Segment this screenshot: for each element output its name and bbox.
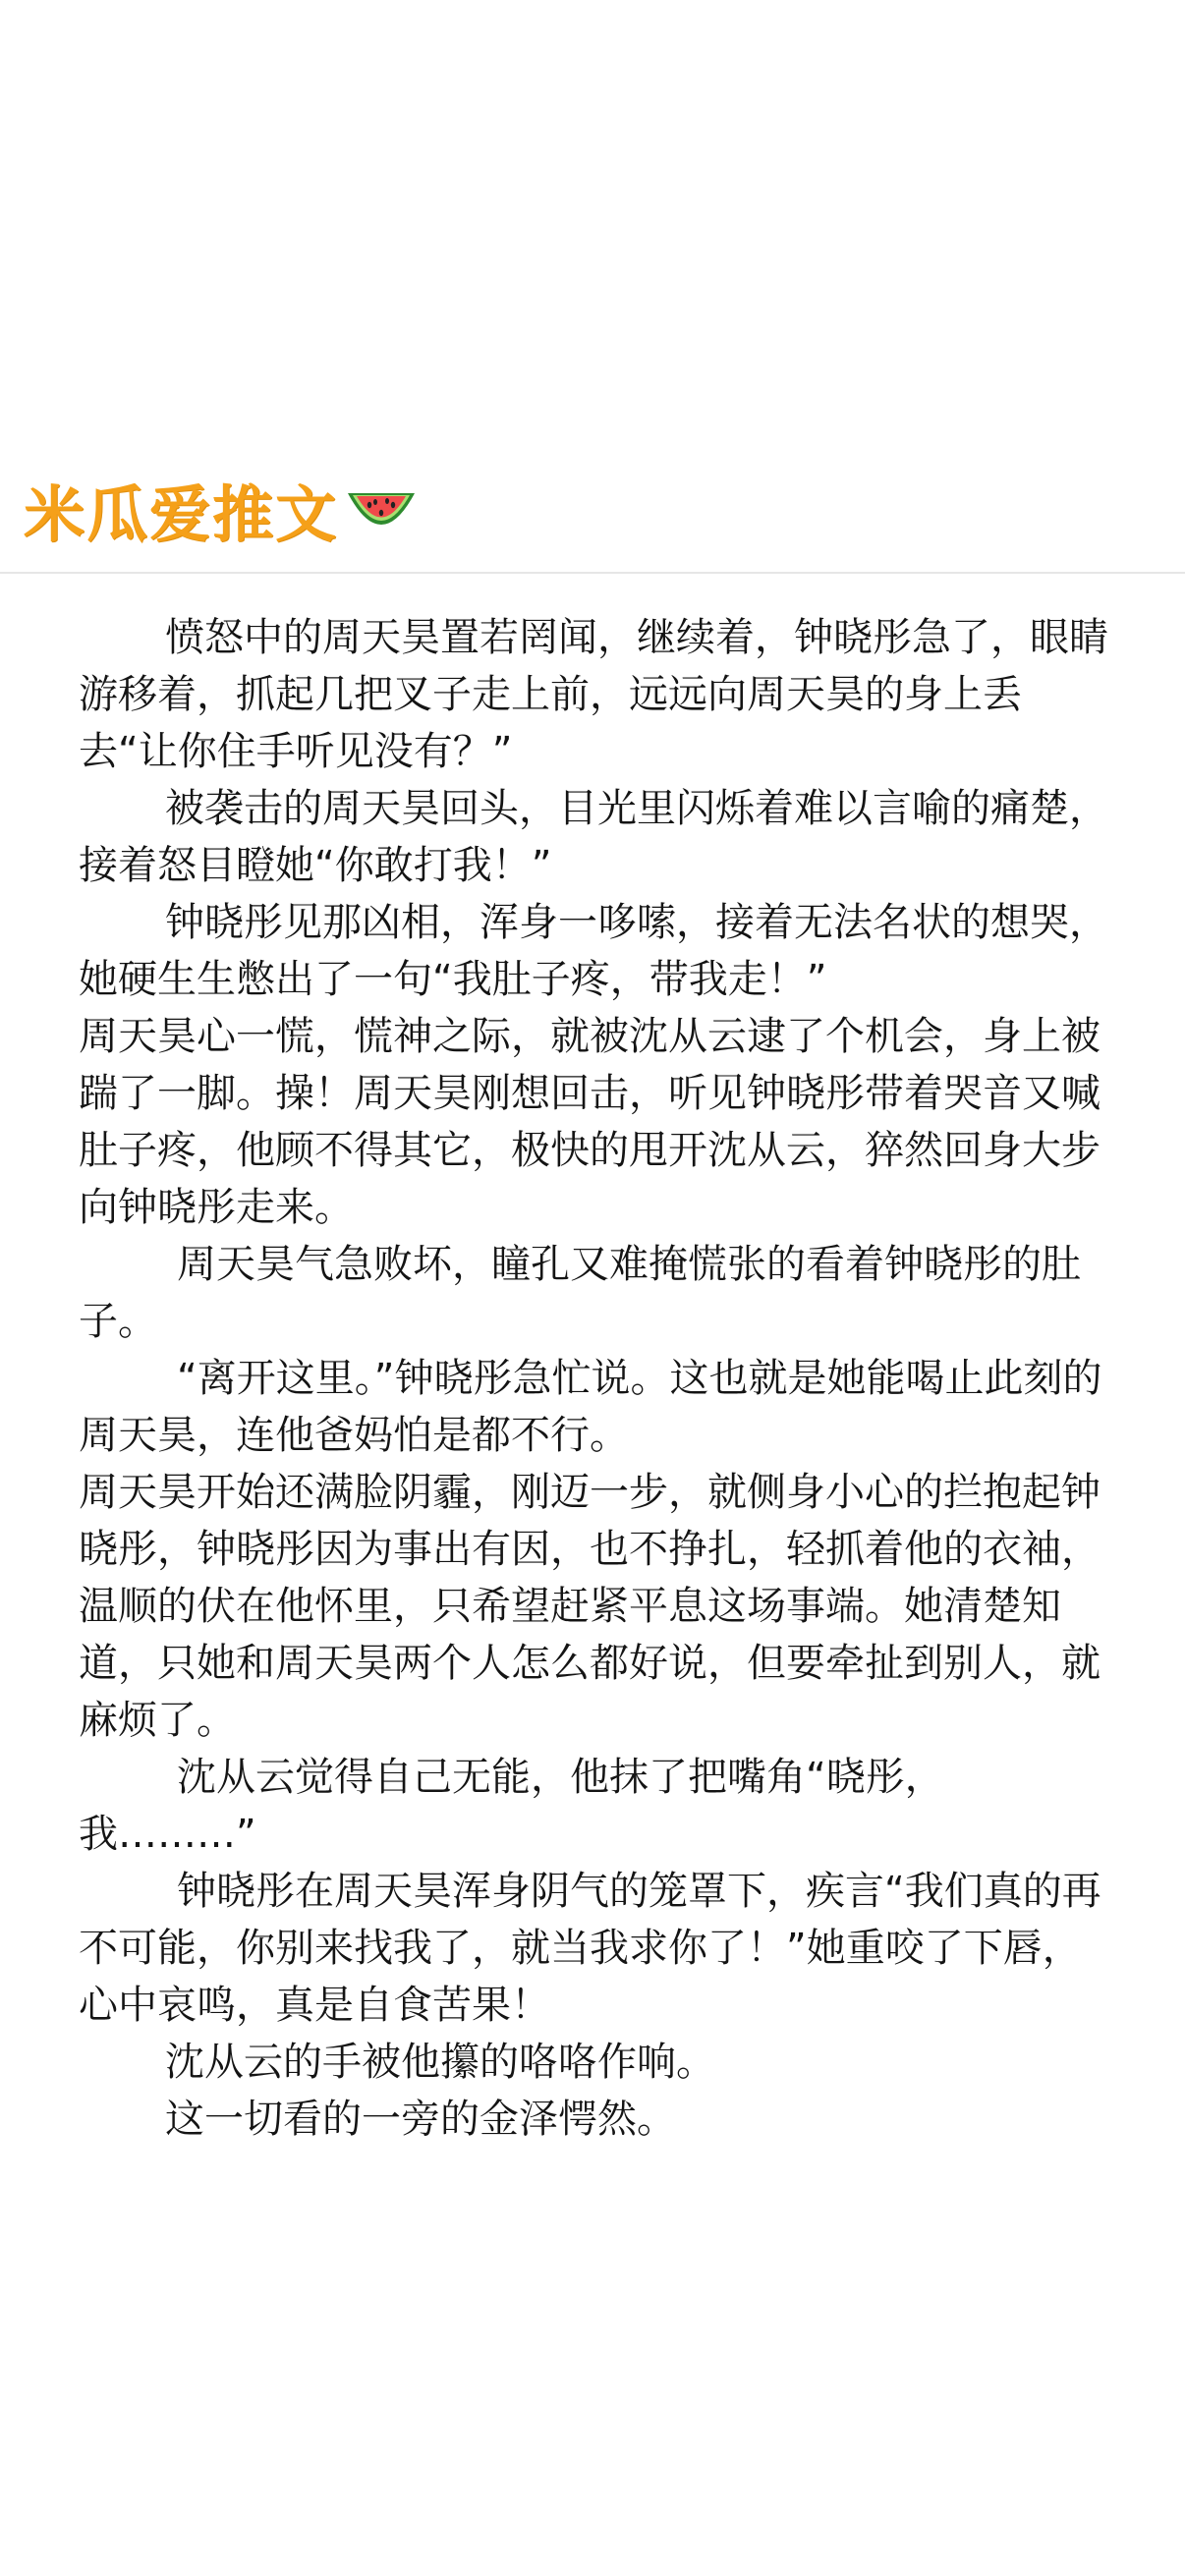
paragraph: 周天昊开始还满脸阴霾，刚迈一步，就侧身小心的拦抱起钟晓彤，钟晓彤因为事出有因，也不挣扎，轻抓着他的衣袖，温顺的伏在他怀里，只希望赶紧平息这场事端。她清楚知道，只她和周天昊两个人怎么都好说，但要牵扯到别人，就麻烦了。 [79,1470,1100,1743]
paragraph: 被袭击的周天昊回头，目光里闪烁着难以言喻的痛楚，接着怒目瞪她“你敢打我！” [79,786,1108,888]
paragraph: 愤怒中的周天昊置若罔闻，继续着，钟晓彤急了，眼睛游移着，抓起几把叉子走上前，远远向周天昊的身上丢去“让你住手听见没有？” [79,615,1108,774]
watermelon-icon [344,483,419,546]
brand-logo [24,474,419,556]
paragraph: 周天昊气急败坏，瞳孔又难掩慌张的看着钟晓彤的肚子。 [79,1242,1081,1344]
brand-title: 米瓜爱推文 [24,478,339,550]
brand-header [0,462,1185,574]
article-body [79,609,1110,2148]
paragraph: 周天昊心一慌，慌神之际，就被沈从云逮了个机会，身上被踹了一脚。操！周天昊刚想回击，听见钟晓彤带着哭音又喊肚子疼，他顾不得其它，极快的甩开沈从云，猝然回身大步向钟晓彤走来。 [79,1014,1100,1230]
paragraph: 这一切看的一旁的金泽愕然。 [165,2097,676,2142]
paragraph: 沈从云觉得自己无能，他抹了把嘴角“晓彤，我………” [79,1755,944,1857]
paragraph: 沈从云的手被他攥的咯咯作响。 [165,2040,715,2085]
paragraph: 钟晓彤在周天昊浑身阴气的笼罩下，疾言“我们真的再不可能，你别来找我了，就当我求你了！”她重咬了下唇，心中哀鸣，真是自食苦果！ [79,1869,1101,2028]
paragraph: “离开这里。”钟晓彤急忙说。这也就是她能喝止此刻的周天昊，连他爸妈怕是都不行。 [79,1356,1102,1458]
paragraph: 钟晓彤见那凶相，浑身一哆嗦，接着无法名状的想哭，她硬生生憋出了一句“我肚子疼，带我走！” [79,900,1108,1002]
